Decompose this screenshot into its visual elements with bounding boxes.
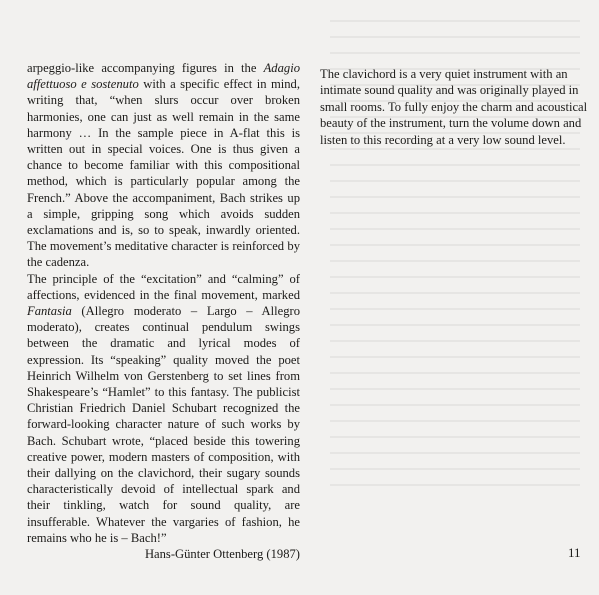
paragraph-fantasia	[27, 271, 300, 546]
paragraph-text: The principle of the “excitation” and “calming” of affections, evidenced in the final movement, marked	[27, 271, 300, 302]
paragraph-text: with a specific effect in mind, writing that, “when slurs occur over broken harmonies, one can just as well remain in the same harmony … In the sample piece in A-flat this is written out in special voices. One is thus given a chance to become familiar with this compositional method, which is particularly popular among the French.” Above the accompaniment, Bach strikes up a simple, gripping song which avoids sudden exclamations and is, so to speak, inwardly oriented. The movement’s meditative character is reinforced by the cadenza.	[27, 77, 300, 270]
page-number: 11	[568, 545, 581, 560]
left-column	[27, 60, 300, 562]
listening-note: The clavichord is a very quiet instrument with an intimate sound quality and was originally played in small rooms. To fully enjoy the charm and acoustical beauty of the instrument, turn the volume down and listen to this recording at a very low sound level.	[320, 67, 588, 147]
author-signature: Hans-Günter Ottenberg (1987)	[144, 547, 300, 562]
right-column	[320, 66, 588, 148]
paragraph-text: (Allegro moderato – Largo – Allegro moderato), creates continual pendulum swings between the dramatic and lyrical modes of expression. Its “speaking” quality moved the poet Heinrich Wilhelm von Gerstenberg to set lines from Shakespeare’s “Hamlet” to this fantasy. The publicist Christian Friedrich Daniel Schubart recognized the forward-looking character nature of such works by Bach. Schubart wrote, “placed beside this towering creative power, modern masters of composition, with their dallying on the clavichord, their sugary sounds characteristically devoid of intellectual spark and their tinkling, watch for sound quality, are insufferable. Whatever the vargaries of fashion, he remains who he is – Bach!”	[27, 304, 300, 545]
movement-title: Fantasia	[27, 304, 72, 319]
paragraph-adagio	[27, 60, 300, 271]
movement-title: Adagio affettuoso e sostenuto	[27, 61, 300, 92]
paragraph-text: arpeggio-like accompanying figures in the	[27, 61, 264, 75]
